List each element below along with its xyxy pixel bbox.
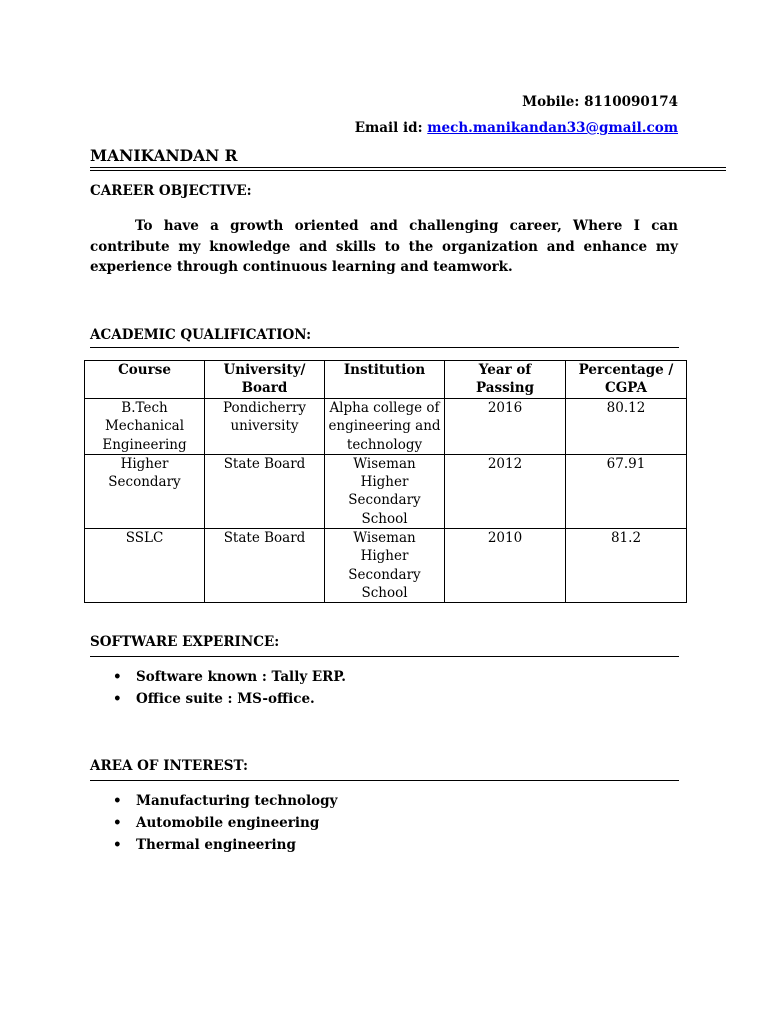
mobile-line — [522, 94, 678, 110]
cell-university: State Board — [205, 529, 325, 603]
cell-year: 2010 — [445, 529, 566, 603]
academic-divider — [90, 347, 679, 348]
cell-institution: Alpha college of engineering and technology — [325, 399, 445, 455]
software-heading: SOFTWARE EXPERINCE: — [90, 634, 280, 650]
email-link[interactable]: mech.manikandan33@gmail.com — [427, 120, 678, 136]
academic-table — [84, 360, 687, 603]
career-objective-heading: CAREER OBJECTIVE: — [90, 183, 252, 199]
header-year: Year of Passing — [445, 361, 566, 399]
list-item: • Thermal engineering — [90, 834, 337, 856]
table-row — [85, 529, 687, 603]
bullet-icon: • — [113, 669, 122, 685]
bullet-icon: • — [113, 837, 122, 853]
list-item: • Manufacturing technology — [90, 790, 337, 812]
bullet-icon: • — [113, 815, 122, 831]
cell-institution: Wiseman Higher Secondary School — [325, 454, 445, 528]
cell-course: B.Tech Mechanical Engineering — [85, 399, 205, 455]
mobile-number: 8110090174 — [584, 94, 678, 110]
mobile-label: Mobile: — [522, 94, 580, 110]
cell-percentage: 81.2 — [566, 529, 687, 603]
interest-list — [90, 790, 337, 856]
list-item: • Automobile engineering — [90, 812, 337, 834]
interest-divider — [90, 780, 679, 781]
email-label: Email id: — [354, 120, 423, 136]
cell-percentage: 67.91 — [566, 454, 687, 528]
bullet-icon: • — [113, 691, 122, 707]
cell-university: Pondicherry university — [205, 399, 325, 455]
cell-institution: Wiseman Higher Secondary School — [325, 529, 445, 603]
software-list — [90, 666, 346, 710]
table-header-row — [85, 361, 687, 399]
software-divider — [90, 656, 679, 657]
career-objective-text: To have a growth oriented and challenging career, Where I can contribute my knowledge and skills to the organization and enhance my experience through continuous learning and teamwork. — [90, 218, 678, 275]
interest-heading: AREA OF INTEREST: — [90, 758, 248, 774]
header-course: Course — [85, 361, 205, 399]
list-item: • Office suite : MS-office. — [90, 688, 346, 710]
header-divider — [90, 167, 726, 171]
candidate-name: MANIKANDAN R — [90, 146, 238, 165]
cell-percentage: 80.12 — [566, 399, 687, 455]
cell-year: 2016 — [445, 399, 566, 455]
bullet-icon: • — [113, 793, 122, 809]
table-row — [85, 399, 687, 455]
cell-course: SSLC — [85, 529, 205, 603]
cell-year: 2012 — [445, 454, 566, 528]
header-institution: Institution — [325, 361, 445, 399]
cell-course: Higher Secondary — [85, 454, 205, 528]
table-row — [85, 454, 687, 528]
email-line — [355, 120, 678, 136]
cell-university: State Board — [205, 454, 325, 528]
academic-heading: ACADEMIC QUALIFICATION: — [90, 327, 312, 343]
list-item: • Software known : Tally ERP. — [90, 666, 346, 688]
header-percentage: Percentage / CGPA — [566, 361, 687, 399]
header-university: University/ Board — [205, 361, 325, 399]
